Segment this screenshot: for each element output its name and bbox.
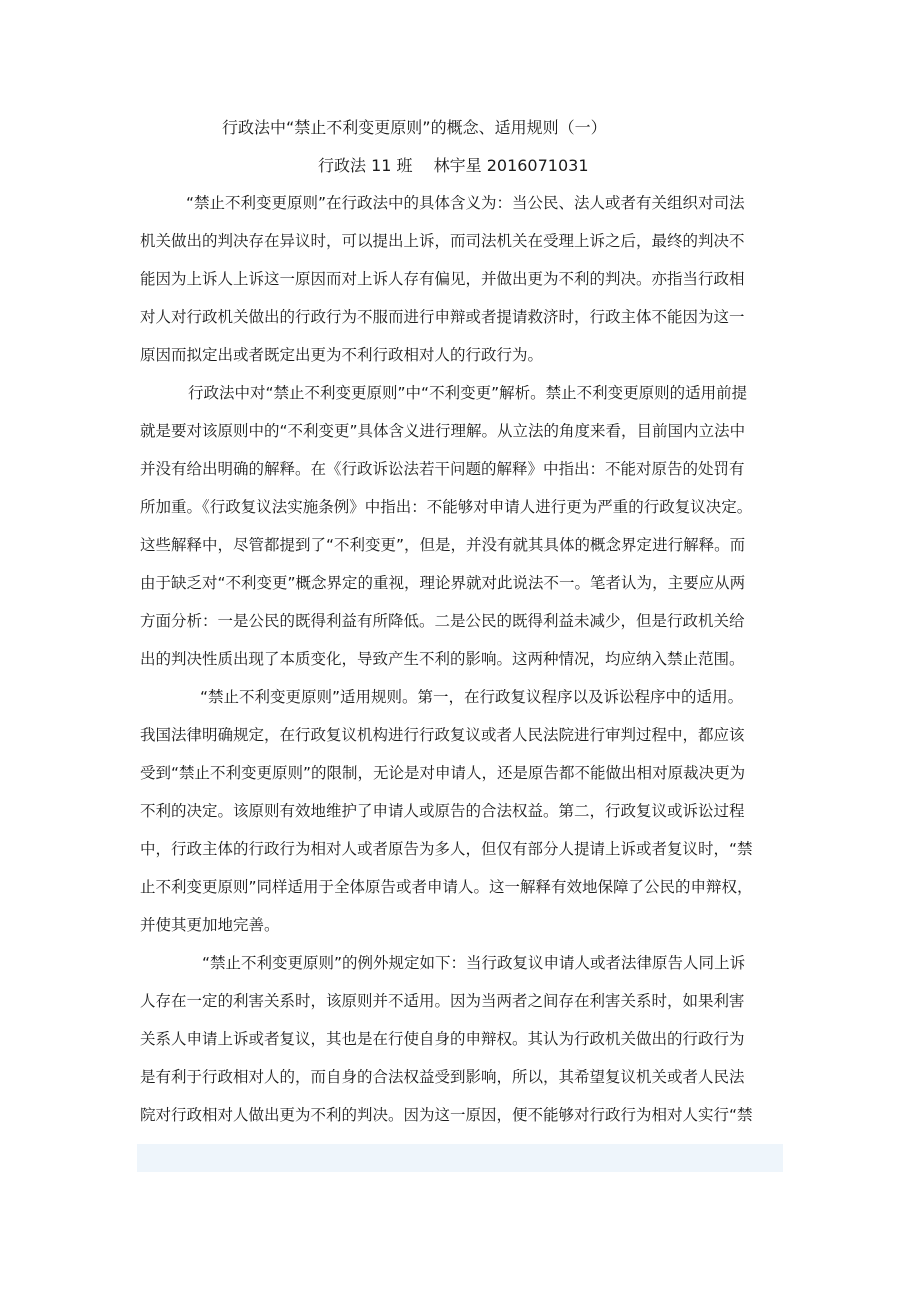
paragraph-line: 由于缺乏对“不利变更”概念界定的重视，理论界就对此说法不一。笔者认为，主要应从两 [140,574,746,592]
paragraph-line: 对人对行政机关做出的行政行为不服而进行申辩或者提请救济时，行政主体不能因为这一 [140,308,745,326]
empty-footer-block [137,1144,783,1172]
paragraph-line: 行政法中对“禁止不利变更原则”中“不利变更”解析。禁止不利变更原则的适用前提 [188,384,748,402]
paragraph-line: 并没有给出明确的解释。在《行政诉讼法若干问题的解释》中指出：不能对原告的处罚有 [140,460,745,478]
paragraph-line: 原因而拟定出或者既定出更为不利行政相对人的行政行为。 [140,346,544,364]
paragraph-line: 方面分析：一是公民的既得利益有所降低。二是公民的既得利益未减少，但是行政机关给 [140,612,745,630]
paragraph-line: 能因为上诉人上诉这一原因而对上诉人存有偏见，并做出更为不利的判决。亦指当行政相 [140,270,745,288]
paragraph-line: “禁止不利变更原则”在行政法中的具体含义为：当公民、法人或者有关组织对司法 [186,194,745,212]
paragraph-line: “禁止不利变更原则”的例外规定如下：当行政复议申请人或者法律原告人同上诉 [202,954,746,972]
paragraph-line: 受到“禁止不利变更原则”的限制，无论是对申请人，还是原告都不能做出相对原裁决更为 [140,764,746,782]
paragraph-line: 止不利变更原则”同样适用于全体原告或者申请人。这一解释有效地保障了公民的申辩权， [140,878,753,896]
document-title: 行政法中“禁止不利变更原则”的概念、适用规则（一） [222,118,607,137]
document-byline: 行政法 11 班 林宇星 2016071031 [318,156,589,175]
paragraph-line: 中，行政主体的行政行为相对人或者原告为多人，但仅有部分人提请上诉或者复议时，“禁 [140,840,753,858]
paragraph-line: 所加重。《行政复议法实施条例》中指出：不能够对申请人进行更为严重的行政复议决定。 [140,498,753,516]
paragraph-line: 机关做出的判决存在异议时，可以提出上诉，而司法机关在受理上诉之后，最终的判决不 [140,232,745,250]
paragraph-line: 不利的决定。该原则有效地维护了申请人或原告的合法权益。第二，行政复议或诉讼过程 [140,802,745,820]
paragraph-line: 出的判决性质出现了本质变化，导致产生不利的影响。这两种情况，均应纳入禁止范围。 [140,650,745,668]
paragraph-line: 院对行政相对人做出更为不利的判决。因为这一原因，便不能够对行政行为相对人实行“禁 [140,1106,753,1124]
paragraph-line: 人存在一定的利害关系时，该原则并不适用。因为当两者之间存在利害关系时，如果利害 [140,992,745,1010]
paragraph-line: “禁止不利变更原则”适用规则。第一，在行政复议程序以及诉讼程序中的适用。 [200,688,744,706]
paragraph-line: 这些解释中，尽管都提到了“不利变更”，但是，并没有就其具体的概念界定进行解释。而 [140,536,746,554]
paragraph-line: 并使其更加地完善。 [140,916,280,934]
paragraph-line: 关系人申请上诉或者复议，其也是在行使自身的申辩权。其认为行政机关做出的行政行为 [140,1030,745,1048]
paragraph-line: 就是要对该原则中的“不利变更”具体含义进行理解。从立法的角度来看，目前国内立法中 [140,422,746,440]
paragraph-line: 是有利于行政相对人的，而自身的合法权益受到影响，所以，其希望复议机关或者人民法 [140,1068,745,1086]
paragraph-line: 我国法律明确规定，在行政复议机构进行行政复议或者人民法院进行审判过程中，都应该 [140,726,745,744]
